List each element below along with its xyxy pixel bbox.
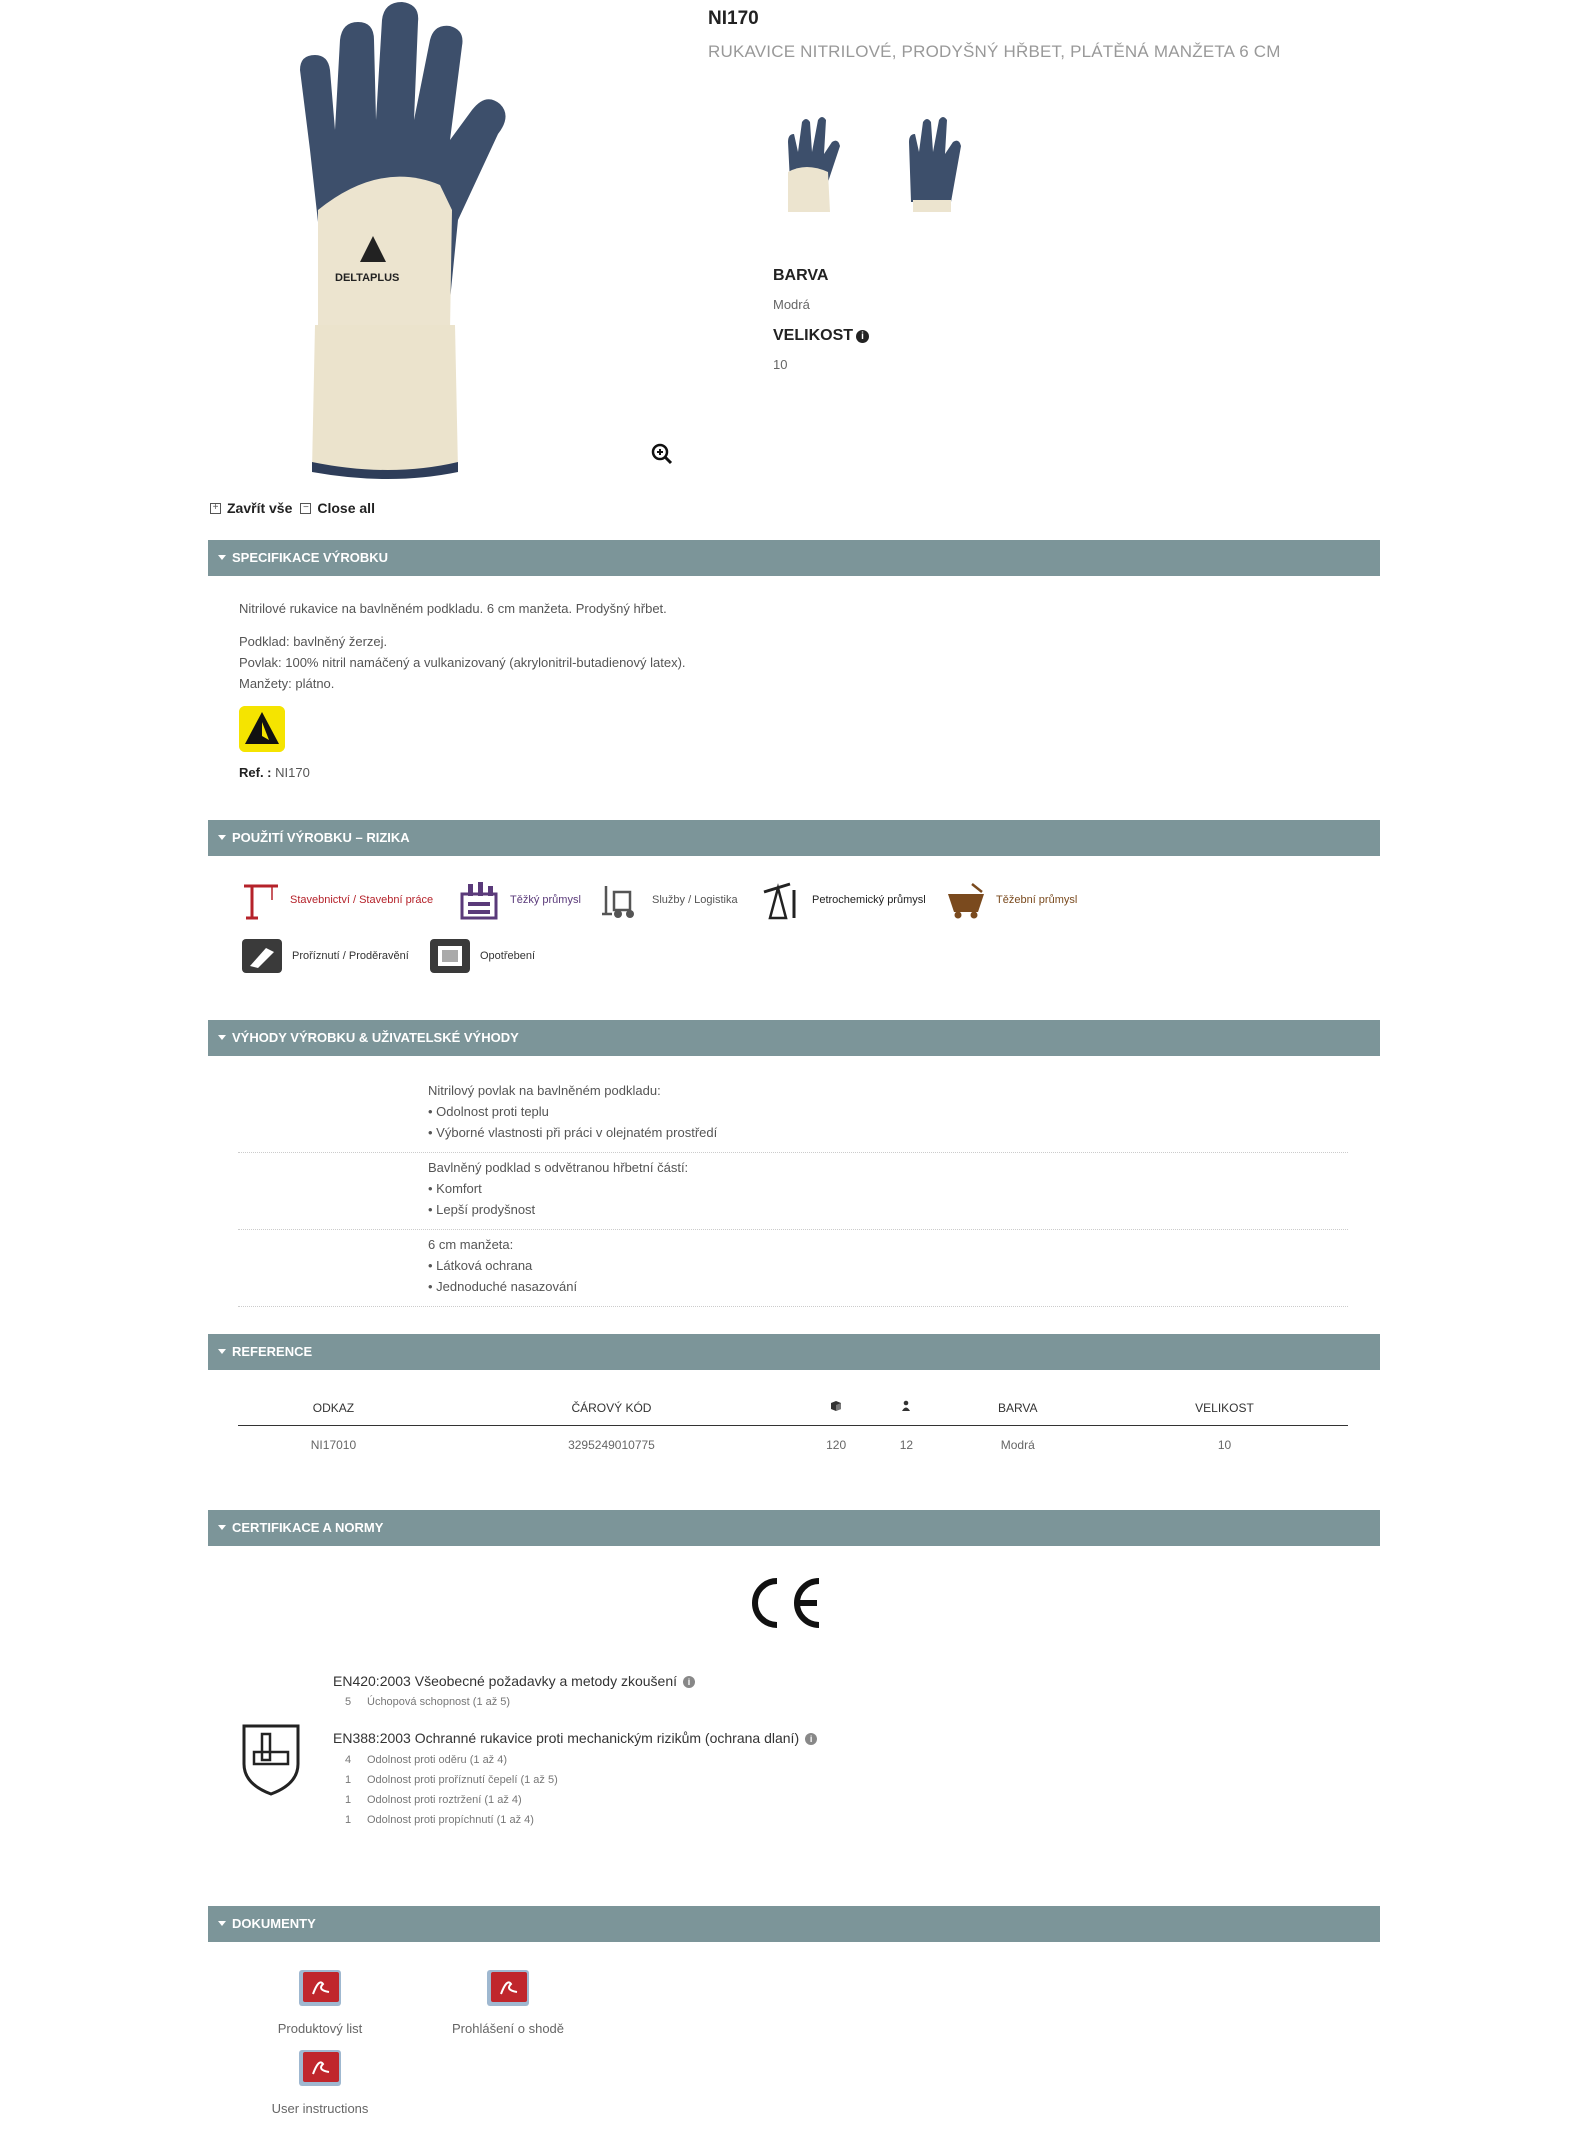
benefit-block-2: Bavlněný podklad s odvětranou hřbetní částí: • Komfort • Lepší prodyšnost (428, 1160, 689, 1217)
section-cert-header[interactable]: CERTIFIKACE A NORMY (208, 1510, 1380, 1546)
norm-row: 1 Odolnost proti proříznutí čepelí (1 až 5) (345, 1774, 558, 1786)
benefit-block-1: Nitrilový povlak na bavlněném podkladu: • Odolnost proti teplu • Výborné vlastnosti při práci v olejnatém prostředí (428, 1083, 718, 1140)
factory-icon (458, 880, 502, 920)
deltaplus-badge-icon (239, 706, 285, 752)
caret-down-icon (218, 1349, 226, 1354)
info-icon[interactable]: i (683, 1676, 695, 1688)
product-main-image[interactable] (290, 0, 620, 480)
table-row: NI17010 3295249010775 120 12 Modrá 10 (310, 1438, 1232, 1452)
expand-all-toggle[interactable]: + Zavřít vše (210, 500, 292, 516)
col-barcode: ČÁROVÝ KÓD (429, 1390, 794, 1426)
col-size: VELIKOST (1101, 1390, 1348, 1426)
document-user-instructions[interactable]: User instructions (230, 2048, 410, 2116)
spec-intro: Nitrilové rukavice na bavlněném podkladu. 6 cm manžeta. Prodyšný hřbet. (239, 601, 667, 616)
divider (238, 1229, 1348, 1230)
reference-table (238, 1390, 1348, 1464)
caret-down-icon (218, 1035, 226, 1040)
col-person (878, 1390, 934, 1426)
collapse-all-toggle[interactable]: − Close all (300, 500, 375, 516)
person-icon (900, 1400, 912, 1412)
product-thumbnail-1[interactable] (776, 112, 856, 220)
norm-row: 1 Odolnost proti propíchnutí (1 až 4) (345, 1814, 534, 1826)
norm-row: 1 Odolnost proti roztržení (1 až 4) (345, 1794, 522, 1806)
caret-down-icon (218, 555, 226, 560)
attr-color-label: BARVA (773, 267, 829, 284)
risk-item-cut[interactable]: Proříznutí / Proděravění (240, 936, 409, 976)
risk-item-abrasion[interactable]: Opotřebení (428, 936, 535, 976)
section-docs-header[interactable]: DOKUMENTY (208, 1906, 1380, 1942)
crane-icon (238, 880, 282, 920)
info-icon[interactable]: i (856, 330, 869, 343)
benefit-block-3: 6 cm manžeta: • Látková ochrana • Jednoduché nasazování (428, 1237, 578, 1294)
forklift-icon (600, 880, 644, 920)
pdf-icon (485, 1968, 531, 2008)
section-usage-header[interactable]: POUŽITÍ VÝROBKU – RIZIKA (208, 820, 1380, 856)
usage-item-construction[interactable]: Stavebnictví / Stavební práce (238, 880, 433, 920)
info-icon[interactable]: i (805, 1733, 817, 1745)
spec-ref: Ref. : NI170 (239, 765, 310, 780)
product-code: NI170 (708, 8, 759, 29)
caret-down-icon (218, 1921, 226, 1926)
usage-item-petrochemical[interactable]: Petrochemický průmysl (760, 880, 926, 920)
mechanical-risk-shield-icon (240, 1722, 302, 1796)
divider (238, 1306, 1348, 1307)
abrasion-risk-icon (428, 936, 472, 976)
oil-pump-icon (760, 880, 804, 920)
zoom-in-icon[interactable] (650, 442, 674, 466)
document-declaration[interactable]: Prohlášení o shodě (418, 1968, 598, 2036)
spec-details: Podklad: bavlněný žerzej. Povlak: 100% nitril namáčený a vulkanizovaný (akrylonitril-butadienový latex). Manžety: plátno. (239, 634, 686, 691)
caret-down-icon (218, 1525, 226, 1530)
usage-item-logistics[interactable]: Služby / Logistika (600, 880, 738, 920)
attr-color-value: Modrá (773, 297, 810, 312)
pdf-icon (297, 2048, 343, 2088)
divider (238, 1152, 1348, 1153)
norm-row: 4 Odolnost proti oděru (1 až 4) (345, 1754, 508, 1766)
col-color: BARVA (934, 1390, 1101, 1426)
attr-size-label: VELIKOST i (773, 327, 869, 345)
cut-risk-icon (240, 936, 284, 976)
document-product-sheet[interactable]: Produktový list (230, 1968, 410, 2036)
mine-cart-icon (944, 880, 988, 920)
section-benefits-header[interactable]: VÝHODY VÝROBKU & UŽIVATELSKÉ VÝHODY (208, 1020, 1380, 1056)
usage-item-heavy-industry[interactable]: Těžký průmysl (458, 880, 581, 920)
product-subtitle: RUKAVICE NITRILOVÉ, PRODYŠNÝ HŘBET, PLÁTĚNÁ MANŽETA 6 CM (708, 42, 1281, 61)
pdf-icon (297, 1968, 343, 2008)
col-box (794, 1390, 878, 1426)
ce-mark-icon (745, 1575, 823, 1631)
table-header-row (238, 1390, 1348, 1426)
product-thumbnail-2[interactable] (895, 112, 975, 220)
norm-row: 5 Úchopová schopnost (1 až 5) (345, 1696, 511, 1708)
section-spec-header[interactable]: SPECIFIKACE VÝROBKU (208, 540, 1380, 576)
norm-en420-title: EN420:2003 Všeobecné požadavky a metody zkoušení i (333, 1673, 695, 1689)
caret-down-icon (218, 835, 226, 840)
section-reference-header[interactable]: REFERENCE (208, 1334, 1380, 1370)
norm-en388-title: EN388:2003 Ochranné rukavice proti mechanickým rizikům (ochrana dlaní) i (333, 1730, 817, 1746)
minus-icon: − (300, 503, 311, 514)
brand-logo-text: DELTAPLUS (335, 272, 400, 284)
plus-icon: + (210, 503, 221, 514)
box-icon (830, 1400, 842, 1412)
attr-size-value: 10 (773, 357, 788, 372)
expand-collapse-toggles (210, 500, 375, 516)
col-odkaz: ODKAZ (238, 1390, 429, 1426)
usage-item-mining[interactable]: Těžební průmysl (944, 880, 1077, 920)
